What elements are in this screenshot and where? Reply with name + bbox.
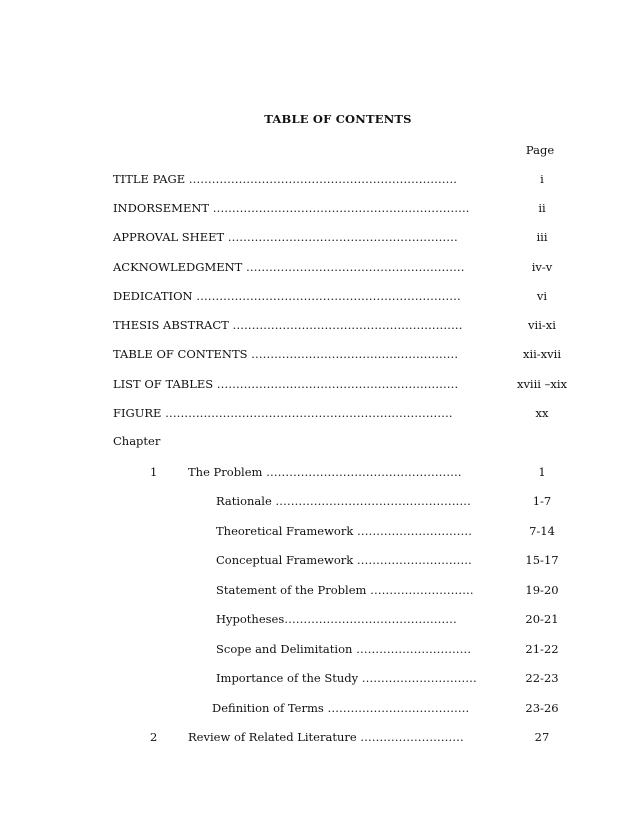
toc-entry-label: TITLE PAGE ……………………………………………………………. [113, 172, 457, 186]
section-entry [0, 552, 638, 568]
section-label: Rationale …………………………………………… [216, 494, 471, 508]
chapter-number: 1 [150, 465, 158, 479]
chapter-heading: Chapter [113, 434, 161, 448]
toc-entry-page: iii [536, 230, 548, 244]
toc-entry [0, 405, 638, 421]
chapter-number: 2 [150, 730, 158, 744]
section-entry [0, 611, 638, 627]
section-label: Definition of Terms ………………………………. [212, 701, 470, 715]
toc-entry-label: FIGURE ………………………………………………………………… [113, 406, 453, 420]
toc-entry-label: ACKNOWLEDGMENT ………………………………………………… [113, 260, 465, 274]
section-label: Statement of the Problem ……………………… [216, 583, 474, 597]
section-label: Hypotheses……………………………………… [216, 612, 457, 626]
section-page: 7-14 [529, 524, 555, 538]
toc-entry-page: i [540, 172, 544, 186]
toc-entry [0, 229, 638, 245]
toc-entry-page: xii-xvii [522, 347, 562, 361]
document-title: TABLE OF CONTENTS [264, 112, 412, 126]
toc-entry-page: vi [536, 289, 548, 303]
toc-entry-page: xx [535, 406, 549, 420]
toc-entry-label: THESIS ABSTRACT …………………………………………………… [113, 318, 463, 332]
toc-entry-label: INDORSEMENT …………………………………………………………. [113, 201, 470, 215]
toc-entry [0, 376, 638, 392]
section-page: 1-7 [532, 494, 552, 508]
chapter-page: 1 [538, 465, 546, 479]
toc-entry [0, 317, 638, 333]
section-entry [0, 493, 638, 509]
toc-entry [0, 200, 638, 216]
section-entry [0, 670, 638, 686]
chapter-entry [0, 464, 638, 480]
section-label: Importance of the Study ………………………… [216, 671, 477, 685]
section-page: 22-23 [525, 671, 559, 685]
section-entry [0, 641, 638, 657]
toc-entry [0, 346, 638, 362]
toc-entry-label: TABLE OF CONTENTS ……………………………………………… [113, 347, 459, 361]
toc-entry-label: DEDICATION …………………………………………………………… [113, 289, 461, 303]
section-page: 21-22 [525, 642, 559, 656]
chapter-entry [0, 729, 638, 745]
toc-entry-page: iv-v [531, 260, 553, 274]
toc-entry [0, 171, 638, 187]
toc-entry [0, 259, 638, 275]
toc-entry [0, 288, 638, 304]
section-page: 20-21 [525, 612, 559, 626]
section-entry [0, 582, 638, 598]
toc-entry-page: vii-xi [528, 318, 556, 332]
toc-entry-page: xviii –xix [516, 377, 568, 391]
toc-entry-page: ii [538, 201, 546, 215]
section-label: Conceptual Framework ………………………… [216, 553, 472, 567]
section-page: 23-26 [525, 701, 559, 715]
page-column-header: Page [525, 143, 555, 157]
chapter-page: 27 [534, 730, 550, 744]
chapter-title: Review of Related Literature ……………………… [188, 730, 464, 744]
section-page: 19-20 [525, 583, 559, 597]
chapter-title: The Problem …………………………………………… [188, 465, 462, 479]
toc-entry-label: APPROVAL SHEET …………………………………………………… [113, 230, 458, 244]
section-entry [0, 523, 638, 539]
section-page: 15-17 [525, 553, 559, 567]
section-label: Scope and Delimitation ………………………… [216, 642, 472, 656]
section-entry [0, 700, 638, 716]
toc-entry-label: LIST OF TABLES ……………………………………………………… [113, 377, 459, 391]
section-label: Theoretical Framework ………………………… [216, 524, 472, 538]
